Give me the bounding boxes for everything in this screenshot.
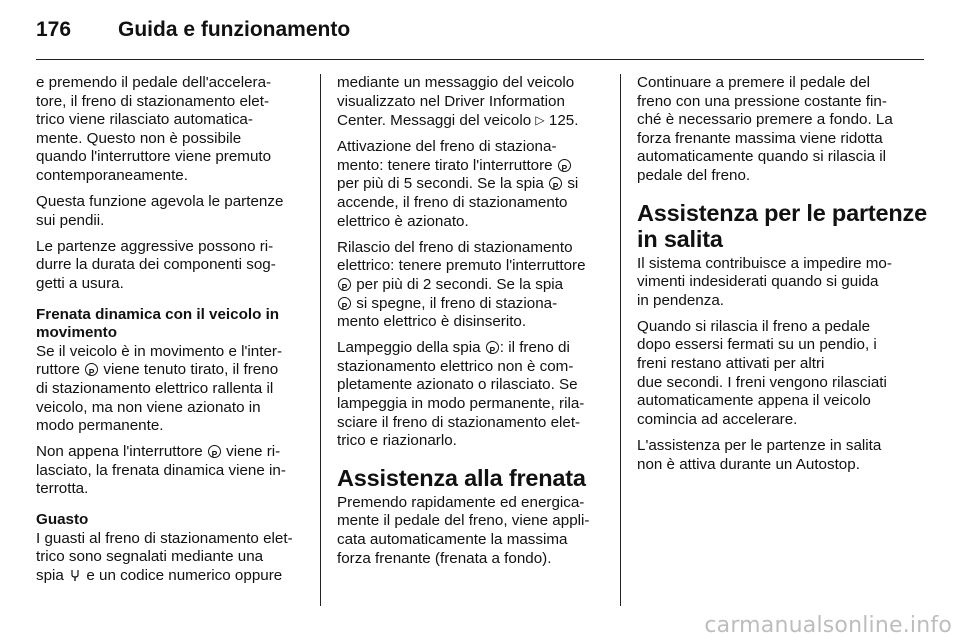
text-line: [337, 295, 607, 314]
paragraph: [36, 343, 304, 436]
text-line: non è attiva durante un Autostop.: [637, 455, 860, 473]
text-line: lampeggia in modo permanente, rila-: [337, 395, 585, 412]
column-2: [337, 74, 607, 576]
paragraph: [337, 239, 607, 332]
text-line: [36, 443, 304, 462]
text-line: [337, 339, 607, 358]
text-line: durre la durata dei componenti sog-: [36, 256, 276, 274]
text-line: elettrico è azionato.: [337, 212, 469, 230]
paragraph: [337, 138, 607, 231]
paragraph: [337, 494, 607, 568]
text-line: veicolo, ma non viene azionato in: [36, 398, 261, 416]
paragraph: [637, 318, 907, 430]
text-line: Guasto: [36, 510, 89, 528]
text-line: forza frenante (frenata a fondo).: [337, 549, 552, 567]
subheading-fault: [36, 511, 304, 530]
text-line: in salita: [637, 225, 723, 252]
text-line: Le partenze aggressive possono ri-: [36, 237, 274, 255]
text-line: trico viene rilasciato automatica-: [36, 111, 253, 129]
text-line: elettrico: tenere premuto l'interruttore: [337, 257, 586, 275]
text-line: mente il pedale del freno, viene appli-: [337, 512, 590, 530]
paragraph: [637, 74, 907, 186]
text-line: tore, il freno di stazionamento elet-: [36, 92, 269, 110]
text-fragment: per più di 2 secondi. Se la spia: [356, 275, 564, 293]
text-fragment: Center. Messaggi del veicolo: [337, 112, 532, 130]
text-line: freno con una pressione costante fin-: [637, 92, 887, 110]
text-line: terrotta.: [36, 480, 89, 498]
paragraph: [36, 443, 304, 499]
text-line: e premendo il pedale dell'accelera-: [36, 74, 272, 91]
text-line: Il sistema contribuisce a impedire mo-: [637, 254, 892, 272]
watermark: carmanualsonline.info: [704, 613, 952, 638]
text-line: [337, 276, 607, 295]
text-line: Attivazione del freno di staziona-: [337, 138, 557, 156]
text-line: L'assistenza per le partenze in salita: [637, 436, 882, 454]
text-line: getti a usura.: [36, 274, 124, 292]
text-line: movimento: [36, 324, 118, 342]
parking-brake-icon: [549, 177, 562, 190]
text-line: accende, il freno di stazionamento: [337, 194, 568, 212]
text-fragment: ruttore: [36, 361, 80, 379]
text-line: comincia ad accelerare.: [637, 410, 798, 428]
text-line: [36, 361, 304, 380]
text-line: Premendo rapidamente ed energica-: [337, 493, 585, 511]
paragraph: [337, 74, 607, 131]
text-fragment: mento: tenere tirato l'interruttore: [337, 156, 553, 174]
text-line: trico e riazionarlo.: [337, 432, 457, 450]
text-line: quando l'interruttore viene premuto: [36, 148, 272, 166]
text-line: visualizzato nel Driver Information: [337, 92, 565, 110]
column-divider-2: [620, 74, 621, 606]
text-line: [337, 111, 607, 131]
text-line: mento elettrico è disinserito.: [337, 313, 527, 331]
text-fragment: spia: [36, 566, 64, 584]
wrench-warning-icon: [69, 569, 81, 582]
parking-brake-icon: [85, 363, 98, 376]
column-1: [36, 74, 304, 593]
paragraph: [637, 437, 907, 474]
text-line: vimenti indesiderati quando si guida: [637, 273, 879, 291]
text-fragment: Non appena l'interruttore: [36, 443, 203, 461]
text-line: dopo essersi fermati su un pendio, i: [637, 336, 877, 354]
text-line: Assistenza per le partenze: [637, 199, 927, 226]
header-rule: [36, 59, 924, 60]
paragraph: [36, 238, 304, 294]
arrow-ref-icon[interactable]: ▷: [535, 113, 545, 128]
paragraph: [337, 339, 607, 451]
text-line: pedale del freno.: [637, 166, 751, 184]
heading-brake-assist: [337, 465, 607, 491]
text-line: [337, 157, 607, 176]
text-line: stazionamento elettrico non è com-: [337, 357, 574, 375]
text-line: automaticamente appena il veicolo: [637, 392, 871, 410]
subheading-dynamic-braking: [36, 306, 304, 343]
text-line: cata automaticamente la massima: [337, 530, 568, 548]
paragraph: [36, 530, 304, 586]
page-header: [36, 18, 350, 48]
text-fragment: : il freno di: [499, 339, 570, 357]
text-fragment: e un codice numerico oppure: [86, 566, 283, 584]
paragraph: [637, 255, 907, 311]
column-divider-1: [320, 74, 321, 606]
text-line: contemporaneamente.: [36, 166, 188, 184]
text-line: forza frenante massima viene ridotta: [637, 129, 883, 147]
text-fragment: viene tenuto tirato, il freno: [103, 361, 279, 379]
text-line: in pendenza.: [637, 291, 724, 309]
parking-brake-icon: [486, 341, 499, 354]
text-line: mediante un messaggio del veicolo: [337, 74, 575, 91]
page-number: 176: [36, 18, 72, 41]
text-line: freni restano attivati per altri: [637, 355, 825, 373]
heading-hill-start-assist: [637, 199, 927, 252]
text-line: due secondi. I freni vengono rilasciati: [637, 373, 887, 391]
text-line: modo permanente.: [36, 417, 164, 435]
parking-brake-icon: [338, 278, 351, 291]
page-reference[interactable]: 125.: [548, 112, 579, 130]
paragraph: [36, 74, 304, 186]
text-line: pletamente azionato o rilasciato. Se: [337, 376, 578, 394]
parking-brake-icon: [558, 159, 571, 172]
text-line: Assistenza alla frenata: [337, 464, 586, 491]
text-line: Quando si rilascia il freno a pedale: [637, 317, 871, 335]
text-fragment: si: [567, 175, 579, 193]
text-line: trico sono segnalati mediante una: [36, 548, 264, 566]
text-line: automaticamente quando si rilascia il: [637, 148, 887, 166]
column-3: [637, 74, 927, 482]
text-line: ché è necessario premere a fondo. La: [637, 111, 893, 129]
text-line: Continuare a premere il pedale del: [637, 74, 871, 91]
text-line: di stazionamento elettrico rallenta il: [36, 379, 274, 397]
text-line: Frenata dinamica con il veicolo in: [36, 305, 280, 323]
text-line: mente. Questo non è possibile: [36, 129, 242, 147]
text-fragment: Lampeggio della spia: [337, 339, 481, 357]
text-line: I guasti al freno di stazionamento elet-: [36, 529, 293, 547]
text-fragment: si spegne, il freno di staziona-: [356, 294, 558, 312]
parking-brake-icon: [338, 297, 351, 310]
parking-brake-icon: [208, 445, 221, 458]
text-line: sui pendii.: [36, 211, 105, 229]
text-line: Questa funzione agevola le partenze: [36, 193, 284, 211]
text-line: Se il veicolo è in movimento e l'inter-: [36, 342, 283, 360]
text-line: [36, 567, 304, 586]
text-line: [337, 175, 607, 194]
text-line: lasciato, la frenata dinamica viene in-: [36, 461, 286, 479]
text-fragment: viene ri-: [226, 443, 281, 461]
section-title: Guida e funzionamento: [118, 18, 351, 41]
paragraph: [36, 193, 304, 230]
text-line: Rilascio del freno di stazionamento: [337, 238, 573, 256]
text-line: sciare il freno di stazionamento elet-: [337, 413, 581, 431]
text-fragment: per più di 5 secondi. Se la spia: [337, 175, 544, 193]
